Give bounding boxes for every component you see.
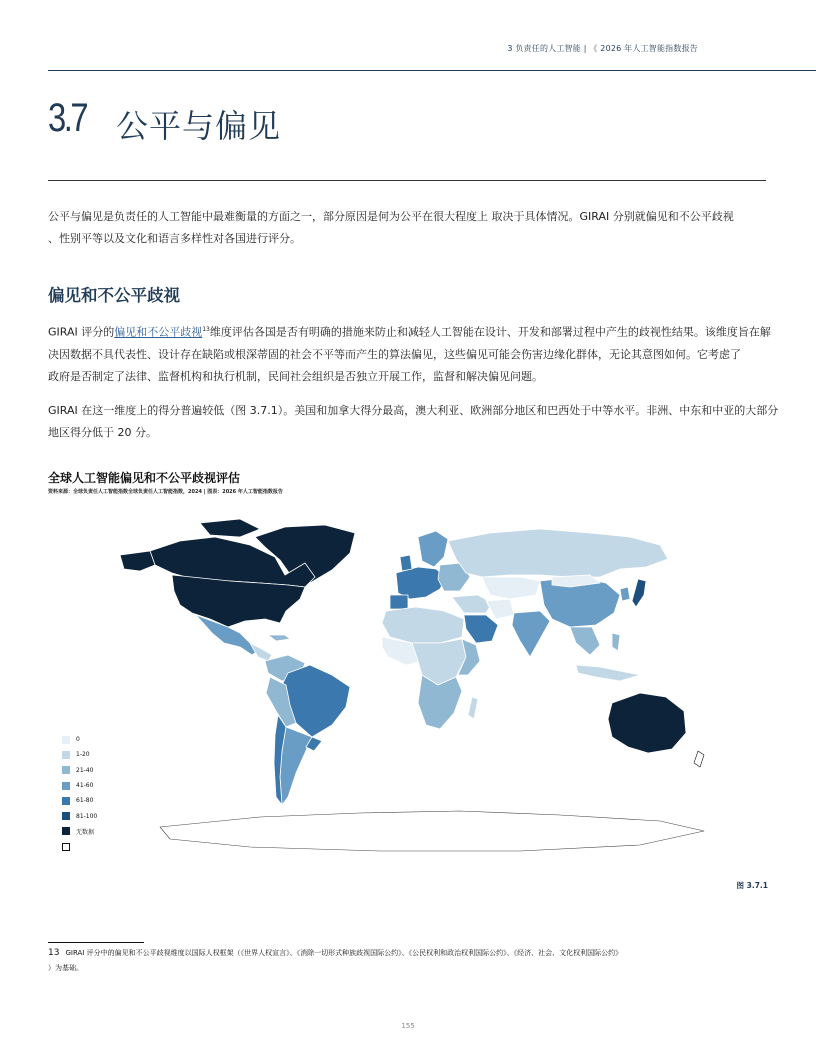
region-iberia	[390, 595, 408, 609]
region-new-zealand	[694, 751, 704, 767]
body2-line-1: GIRAI 在这一维度上的得分普遍较低（图 3.7.1）。美国和加拿大得分最高，澳大利亚、欧洲部分地区和巴西处于中等水平。非洲、中东和中亚的大部分	[48, 404, 779, 417]
legend-swatch	[62, 797, 70, 805]
region-japan	[632, 579, 646, 607]
section-number: 3.7	[48, 96, 87, 140]
figure-title: 全球人工智能偏见和不公平歧视评估	[48, 471, 241, 485]
region-central-africa	[412, 639, 466, 685]
page-number: 155	[401, 1022, 415, 1030]
legend-item	[62, 824, 97, 839]
legend-item	[62, 778, 97, 793]
figure-source: 资料来源：全球负责任人工智能指数全球负责任人工智能指数，2024 | 图表：2026 年人工智能指数报告	[48, 489, 283, 495]
legend-item	[62, 839, 97, 854]
region-brazil	[282, 665, 350, 737]
legend-label: 81-100	[76, 812, 98, 820]
intro-line-1: 公平与偏见是负责任的人工智能中最难衡量的方面之一，部分原因是何为公平在很大程度上 取决于具体情况。GIRAI 分别就偏见和不公平歧视	[48, 210, 734, 223]
footnote-number: 13	[48, 948, 60, 958]
legend-item	[62, 793, 97, 808]
legend-label: 1-20	[76, 751, 90, 759]
legend-swatch	[62, 827, 70, 835]
region-korea	[620, 587, 630, 601]
region-antarctica	[160, 811, 704, 851]
region-arctic-islands	[200, 519, 260, 537]
intro-line-2: 、性别平等以及文化和语言多样性对各国进行评分。	[48, 232, 301, 245]
region-iran	[486, 599, 514, 619]
running-head: 3 负责任的人工智能 | 《 2026 年人工智能指数报告	[507, 44, 698, 53]
legend-swatch	[62, 751, 70, 759]
legend-item	[62, 732, 97, 747]
region-argentina	[280, 727, 312, 805]
world-map	[100, 515, 710, 855]
region-australia	[608, 693, 686, 753]
footnote-line-2: ）为基础。	[48, 964, 83, 972]
header-rule	[48, 70, 816, 71]
region-russia	[448, 529, 668, 577]
body1-line-2: 决因数据不具代表性、设计存在缺陷或根深蒂固的社会不平等而产生的算法偏见，这些偏见可能会伤害边缘化群体，无论其意图如何。它考虑了	[48, 347, 741, 361]
footnote-line-1	[48, 946, 768, 961]
legend-swatch	[62, 766, 70, 774]
region-saudi-arabia	[464, 615, 498, 643]
region-alaska	[120, 551, 155, 571]
region-scandinavia	[418, 531, 448, 567]
region-indonesia	[576, 665, 640, 681]
legend-swatch	[62, 782, 70, 790]
footnote	[48, 946, 768, 976]
legend-label: 0	[76, 736, 80, 744]
body1-line-1	[48, 319, 771, 344]
page-title: 公平与偏见	[116, 107, 282, 145]
legend-label: 41-60	[76, 782, 94, 790]
legend-swatch-empty	[62, 843, 70, 851]
body-paragraph-2	[48, 400, 779, 444]
region-caribbean	[268, 635, 290, 641]
region-philippines	[612, 633, 620, 651]
region-western-europe	[396, 567, 446, 599]
legend-label: 21-40	[76, 766, 94, 774]
legend-item	[62, 747, 97, 762]
legend-swatch	[62, 812, 70, 820]
figure-number: 图 3.7.1	[736, 881, 768, 890]
region-middle-east	[452, 595, 492, 613]
region-uk	[400, 555, 412, 571]
dimension-link[interactable]: 偏见和不公平歧视	[114, 325, 203, 339]
legend-item	[62, 763, 97, 778]
subsection-title: 偏见和不公平歧视	[48, 286, 180, 305]
body1-prefix: GIRAI 评分的	[48, 325, 115, 339]
legend-swatch	[62, 736, 70, 744]
intro-paragraph	[48, 206, 768, 250]
legend-label: 61-80	[76, 797, 94, 805]
body1-line-3: 政府是否制定了法律、监督机构和执行机制，民间社会组织是否独立开展工作，监督和解决偏见问题。	[48, 369, 543, 383]
body-paragraph-1	[48, 319, 771, 388]
legend-label: 无数据	[76, 828, 95, 836]
footnote-rule	[48, 942, 144, 943]
title-rule	[48, 180, 766, 181]
body2-line-2: 地区得分低于 20 分。	[48, 426, 157, 439]
legend-item	[62, 808, 97, 823]
region-india	[512, 611, 550, 657]
footnote-text-1: GIRAI 评分中的偏见和不公平歧视维度以国际人权框架（《世界人权宣言》、《消除一切形式种族歧视国际公约》、《公民权利和政治权利国际公约》、《经济、社会、文化权利国际公约》	[65, 949, 623, 957]
map-legend	[62, 732, 97, 854]
region-madagascar	[468, 697, 478, 719]
body1-line-1-rest: 维度评估各国是否有明确的措施来防止和减轻人工智能在设计、开发和部署过程中产生的歧视性结果。该维度旨在解	[209, 325, 771, 339]
region-southeast-asia	[570, 627, 600, 655]
region-central-asia	[482, 577, 540, 599]
footnote-ref[interactable]: 13	[202, 326, 210, 333]
region-north-africa	[382, 607, 464, 643]
